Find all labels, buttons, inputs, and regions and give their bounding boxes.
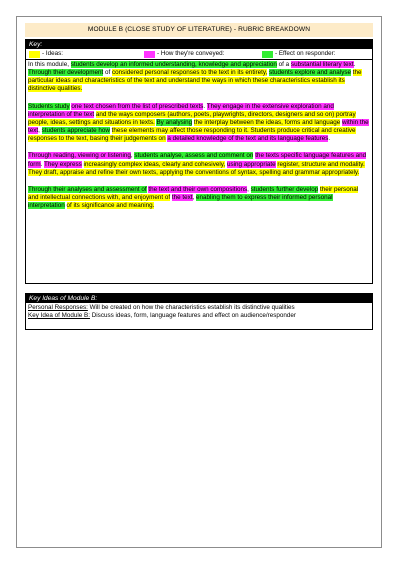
highlight-magenta: They express (44, 160, 82, 168)
highlight-green: students develop an informed understanding, knowledge and appreciation (70, 61, 277, 68)
rubric-paragraph (28, 152, 370, 176)
legend-label: - Ideas: (42, 50, 63, 57)
rubric-box (25, 39, 373, 284)
text-run: of a (276, 61, 291, 68)
highlight-magenta: using appropriate (226, 160, 276, 168)
key-idea-text: Discuss ideas, form, language features and effect on audience/responder (89, 312, 297, 320)
highlight-magenta: substantial literary text (290, 61, 354, 68)
rubric-paragraph (28, 61, 370, 94)
highlight-green: Through their analyses and assessment of (28, 185, 147, 193)
legend (26, 49, 372, 60)
highlight-green: By analysing (156, 118, 193, 126)
highlight-green: students appreciate how (41, 127, 110, 135)
page-title: MODULE B (CLOSE STUDY OF LITERATURE) - RUBRIC BREAKDOWN (25, 23, 373, 37)
highlight-green: students further develop (250, 185, 319, 193)
highlight-magenta: They engage in the extensive exploration and interpretation of the text (28, 102, 334, 118)
highlight-magenta: the text and their own compositions (148, 185, 248, 193)
text-run: . (40, 160, 44, 168)
key-ideas-box (25, 293, 373, 330)
highlight-yellow: and the ways composers (authors, poets, playwrights, directors, designers and so on) portray people, ideas, settings and situations in texts. (28, 110, 356, 126)
highlight-yellow: increasingly complex ideas, clearly and cohesively, (83, 160, 226, 168)
highlight-yellow: their personal and intellectual connections with, and enjoyment of (28, 185, 359, 202)
highlight-green: students explore and analyse (269, 69, 351, 77)
text-run: , (247, 185, 251, 193)
highlight-yellow: of its significance and meaning. (66, 202, 155, 210)
text-run: , (130, 152, 135, 160)
key-idea-label: Key Idea of Module B: (28, 312, 90, 320)
highlight-green: Through their development (28, 69, 104, 77)
text-run: of (103, 69, 113, 77)
text-run: . (328, 135, 331, 143)
highlight-yellow: the interplay between the ideas, forms and language (193, 118, 341, 126)
legend-label: - Effect on responder: (275, 50, 336, 57)
highlight-magenta: Through reading, viewing or listening (28, 152, 131, 160)
yellow-swatch-icon (29, 51, 40, 58)
legend-effect (262, 49, 335, 59)
highlight-magenta: the text (171, 194, 193, 202)
highlight-green: students analyse, assess and comment on (134, 152, 254, 160)
text-run: . (353, 61, 356, 68)
highlight-green: enabling them to express their informed personal interpretation (28, 194, 333, 210)
rubric-paragraph (28, 103, 370, 144)
key-ideas-heading: Key Ideas of Module B: (26, 294, 372, 303)
key-ideas-body (26, 303, 372, 321)
magenta-swatch-icon (144, 51, 155, 58)
key-idea-line (28, 312, 370, 320)
text-run: . (203, 102, 207, 110)
highlight-yellow: register, structure and modality. They draft, appraise and refine their own texts, applying the conventions of syntax, spelling and grammar appropriately. (28, 160, 365, 176)
text-run: , (38, 127, 42, 135)
highlight-yellow: considered personal responses to the text in its entirety, (112, 69, 268, 77)
key-idea-label: Personal Responses: (28, 304, 88, 311)
highlight-yellow: these elements may affect those responding to it. Students produce critical and creative responses to the text, basing their judgements on (28, 127, 356, 143)
key-idea-line (28, 304, 370, 312)
document-page (16, 16, 382, 548)
rubric-text (26, 60, 372, 210)
key-idea-text: Will be created on how the characteristics establish its distinctive qualities (87, 304, 295, 311)
highlight-yellow: the particular ideas and characteristics of the text and understand the ways in which these characteristics establish its distinctive qualities. (28, 69, 362, 93)
key-heading: Key: (26, 40, 372, 49)
highlight-magenta: within the text (28, 118, 369, 135)
text-run: , (192, 194, 197, 202)
highlight-magenta: one text chosen from the list of prescribed texts (71, 102, 204, 110)
highlight-magenta: the texts specific language features and form (28, 152, 367, 168)
legend-ideas (29, 49, 144, 59)
green-swatch-icon (262, 51, 273, 58)
legend-conveyed (144, 49, 262, 59)
rubric-paragraph (28, 186, 370, 210)
legend-label: - How they're conveyed: (157, 50, 225, 57)
highlight-magenta: a detailed knowledge of the text and its language features (167, 135, 329, 143)
text-run: In this module, (28, 61, 71, 68)
highlight-green: Students study (28, 102, 70, 110)
